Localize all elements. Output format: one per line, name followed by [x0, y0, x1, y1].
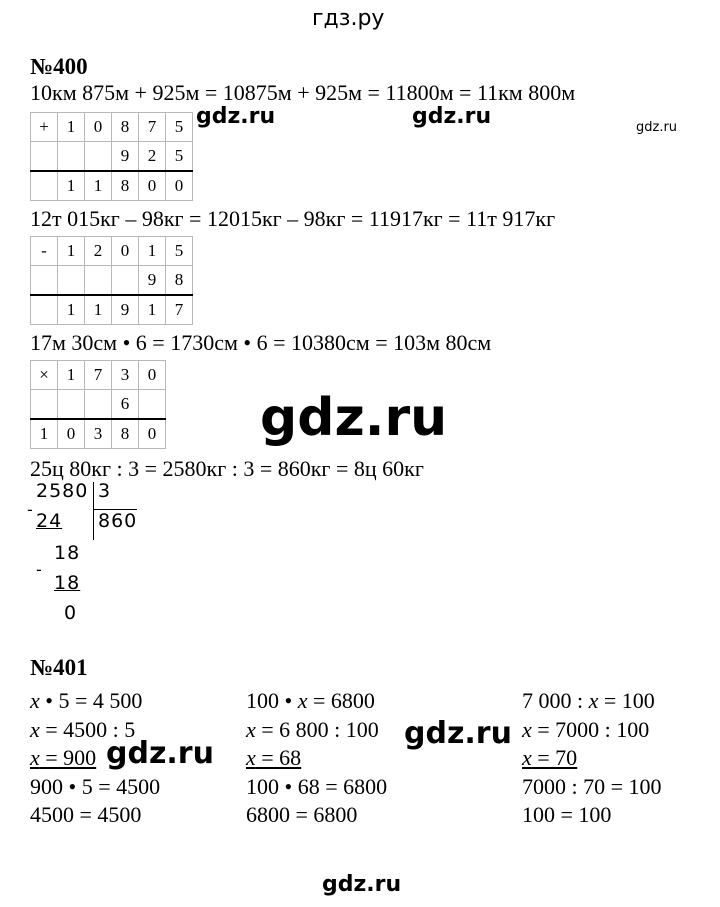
equation-answer: x = 70: [522, 745, 578, 770]
digit: 2: [139, 142, 166, 172]
empty-cell: [31, 295, 58, 325]
task-400-line-3: 17м 30см • 6 = 1730см • 6 = 10380см = 103м 80см: [30, 330, 492, 355]
digit: 8: [112, 113, 139, 142]
equation-check: 4500 = 4500: [30, 802, 142, 827]
site-header: гдз.ру: [312, 6, 385, 31]
empty-cell: [31, 266, 58, 296]
digit: 6: [112, 390, 139, 420]
dividend: 2580: [36, 480, 89, 502]
digit: 0: [139, 171, 166, 201]
digit: [139, 390, 166, 420]
digit: 1: [85, 171, 112, 201]
remainder-1: 18: [54, 542, 81, 564]
operator-plus: +: [31, 113, 58, 142]
digit: 0: [139, 419, 166, 449]
equation-line: x • 5 = 4 500: [30, 688, 143, 713]
equation-line: x = 7000 : 100: [522, 717, 650, 742]
task-401-title: №401: [30, 655, 88, 680]
equation-answer: x = 68: [246, 745, 302, 770]
digit: 8: [112, 171, 139, 201]
watermark: gdz.ru: [106, 736, 214, 771]
equation-check: 100 = 100: [522, 802, 612, 827]
digit: 1: [58, 171, 85, 201]
digit: 1: [58, 113, 85, 142]
digit: 5: [166, 113, 193, 142]
operator-times: ×: [31, 361, 58, 390]
digit: 1: [139, 295, 166, 325]
digit: 0: [166, 171, 193, 201]
equation-answer: x = 900: [30, 745, 97, 770]
digit: 8: [166, 266, 193, 296]
digit: [112, 266, 139, 296]
digit: 7: [139, 113, 166, 142]
digit: 7: [85, 361, 112, 390]
digit: [85, 142, 112, 172]
digit: [58, 266, 85, 296]
watermark: gdz.ru: [196, 104, 276, 129]
division-vertical-line: [93, 482, 94, 540]
quotient: 860: [98, 510, 138, 532]
divisor: 3: [98, 480, 112, 502]
remainder-2: 0: [64, 602, 78, 624]
task-400-line-1: 10км 875м + 925м = 10875м + 925м = 11800м = 11км 800м: [30, 80, 576, 105]
digit: 5: [166, 237, 193, 266]
digit: 1: [58, 237, 85, 266]
equation-check: 6800 = 6800: [246, 802, 358, 827]
equation-line: x = 4500 : 5: [30, 717, 136, 742]
addition-table: [30, 112, 193, 201]
digit: 9: [112, 142, 139, 172]
subtrahend-1: 24: [36, 510, 63, 532]
empty-cell: [31, 390, 58, 420]
digit: 1: [139, 237, 166, 266]
watermark: gdz.ru: [404, 716, 512, 751]
minus-sign: -: [36, 560, 43, 579]
watermark: gdz.ru: [412, 104, 492, 129]
subtraction-table: [30, 236, 193, 325]
digit: 0: [58, 419, 85, 449]
digit: [85, 390, 112, 420]
subtrahend-2: 18: [54, 572, 81, 594]
digit: 2: [85, 237, 112, 266]
task-400-title: №400: [30, 54, 88, 79]
digit: 1: [58, 361, 85, 390]
digit: 5: [166, 142, 193, 172]
digit: 0: [112, 237, 139, 266]
digit: 9: [112, 295, 139, 325]
equation-check: 7000 : 70 = 100: [522, 774, 662, 799]
equation-line: x = 6 800 : 100: [246, 717, 379, 742]
watermark: gdz.ru: [636, 120, 678, 135]
operator-minus: -: [31, 237, 58, 266]
digit: 3: [85, 419, 112, 449]
digit: 0: [85, 113, 112, 142]
empty-cell: [31, 171, 58, 201]
equation-line: 100 • x = 6800: [246, 688, 375, 713]
equation-line: 7 000 : x = 100: [522, 688, 655, 713]
digit: 1: [85, 295, 112, 325]
digit: [58, 142, 85, 172]
digit: 1: [31, 419, 58, 449]
digit: 3: [112, 361, 139, 390]
task-400-line-4: 25ц 80кг : 3 = 2580кг : 3 = 860кг = 8ц 60кг: [30, 456, 424, 481]
equation-check: 900 • 5 = 4500: [30, 774, 161, 799]
digit: 1: [58, 295, 85, 325]
digit: [58, 390, 85, 420]
digit: 0: [139, 361, 166, 390]
empty-cell: [31, 142, 58, 172]
digit: 7: [166, 295, 193, 325]
task-400-line-2: 12т 015кг – 98кг = 12015кг – 98кг = 11917кг = 11т 917кг: [30, 206, 556, 231]
minus-sign: -: [27, 500, 34, 519]
watermark-large: gdz.ru: [260, 388, 448, 448]
digit: 9: [139, 266, 166, 296]
digit: 8: [112, 419, 139, 449]
digit: [85, 266, 112, 296]
multiplication-table: [30, 360, 166, 449]
equation-check: 100 • 68 = 6800: [246, 774, 388, 799]
watermark-footer: gdz.ru: [322, 872, 402, 897]
